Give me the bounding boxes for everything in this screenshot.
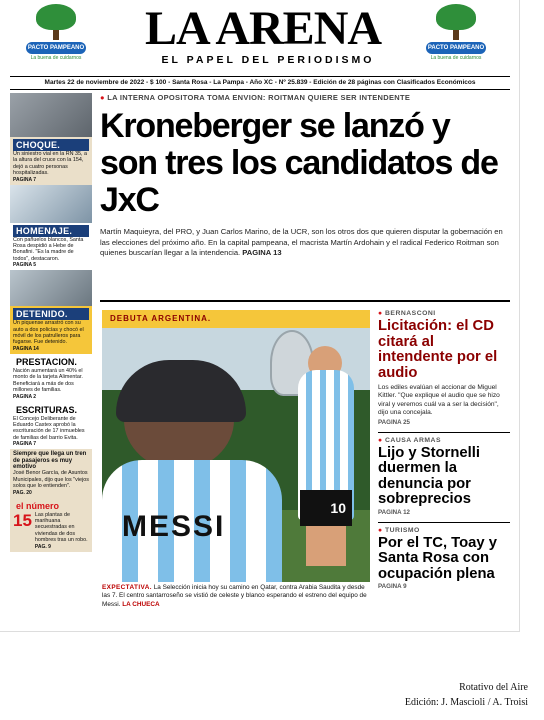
sidebar-item-detenido[interactable]: DETENIDO. Un piquense arrastró con su auto a dos policías y chocó el móvil de los patrulleros para fugarse. Fue detenido. PAGINA 14 [10,306,92,354]
divider [378,432,510,433]
sidebar-item-choque[interactable]: CHOQUE. Un siniestro vial en la RN 35, a la altura del cruce con la 154, dejó a cuatro personas hospitalizadas. PAGINA 7 [10,137,92,185]
shirt-number: 10 [300,490,352,526]
pacto-pampeano-logo-left [24,4,88,68]
detenido-photo [10,270,92,306]
main-lede: Martín Maquieyra, del PRO, y Juan Carlos Marino, de la UCR, son los otros dos que quieren disputar la gobernación en las elecciones del próximo año. En la capital pampeana, el macrista Martín Ardohain y el radical Federico Roitman son quienes buscarían llegar a la intendencia. PAGINA 13 [100,227,503,257]
pacto-label: PACTO PAMPEANO [26,42,86,54]
story-turismo[interactable]: ● TURISMO Por el TC, Toay y Santa Rosa con ocupación plena PAGINA 9 [378,526,497,591]
pacto-tagline: La buena de cuidarnos [30,55,82,61]
sidebar [10,93,92,623]
main-kicker: ● LA INTERNA OPOSITORA TOMA ENVION: ROITMAN QUIERE SER INTENDENTE [100,93,411,102]
main-story [100,93,510,259]
sidebar-quote[interactable]: Siempre que llega un tren de pasajeros es muy emotivo José Benor García, de Asuntos Municipales, dijo que los "viejos solos que lo entienden". PAG. 20 [10,449,92,497]
homenaje-photo [10,185,92,223]
pacto-tagline: La buena de cuidarnos [430,55,482,61]
photo-tag: DEBUTA ARGENTINA. [102,310,370,328]
tree-icon [436,4,476,30]
story-causa-armas[interactable]: ● CAUSA ARMAS Lijo y Stornelli duermen la denuncia por sobreprecios PAGINA 12 [378,436,480,516]
pacto-label: PACTO PAMPEANO [426,42,486,54]
masthead [10,4,510,74]
story-bernasconi[interactable]: ● BERNASCONI Licitación: el CD citará al intendente por el audio Los ediles evalúan el accionar de Miguel Kittler. "Que explique el audio que se hizo viral y veremos cuál va a ser la decisión", dijo una concejala. PAGINA 25 [378,310,500,426]
newspaper-subtitle: EL PAPEL DEL PERIODISMO [161,54,375,66]
numero-value: 15 [13,510,32,530]
shirt-name: MESSI [122,510,226,543]
sidebar-item-prestacion[interactable]: PRESTACION. Nación aumentará un 40% el monto de la tarjeta Alimentar. Beneficiará a más de dos millones de familias. PAGINA 2 [10,354,92,402]
edition-credit: Rotativo del Aire Edición: J. Mascioli / A. Troisi [404,682,528,708]
main-headline[interactable]: Kroneberger se lanzó y son tres los candidatos de JxC [100,107,498,219]
sidebar-el-numero[interactable]: el número 15 Las plantas de marihuana secuestradas en viviendas de dos hombres tras un robo. PAG. 9 [10,498,92,552]
divider [378,522,510,523]
choque-photo [10,93,92,137]
newspaper-title: LA ARENA [144,2,382,55]
tree-icon [36,4,76,30]
photo-caption: EXPECTATIVA. La Selección inicia hoy su camino en Qatar, contra Arabia Saudita y desde las 7. El centro santarroseño se vistió de celeste y blanco esperando el estreno del equipo de Messi. LA CHUECA [102,584,367,608]
main-photo[interactable] [102,310,370,582]
pacto-pampeano-logo-right [424,4,488,68]
dateline: Martes 22 de noviembre de 2022 - $ 100 - Santa Rosa - La Pampa - Año XC - Nº 25.839 - Edición de 28 páginas con Clasificados Económicos [10,76,510,90]
right-column [378,310,510,590]
sidebar-item-homenaje[interactable]: HOMENAJE. Con pañuelos blancos, Santa Rosa despidió a Hebe de Bonafini. "Es la madre de todos", destacaron. PAGINA 5 [10,223,92,271]
sidebar-item-escrituras[interactable]: ESCRITURAS. El Concejo Deliberante de Eduardo Castex aprobó la escrituración de 17 inmuebles de familias del barrio Evita. PAGINA 7 [10,402,92,450]
divider [100,300,510,302]
